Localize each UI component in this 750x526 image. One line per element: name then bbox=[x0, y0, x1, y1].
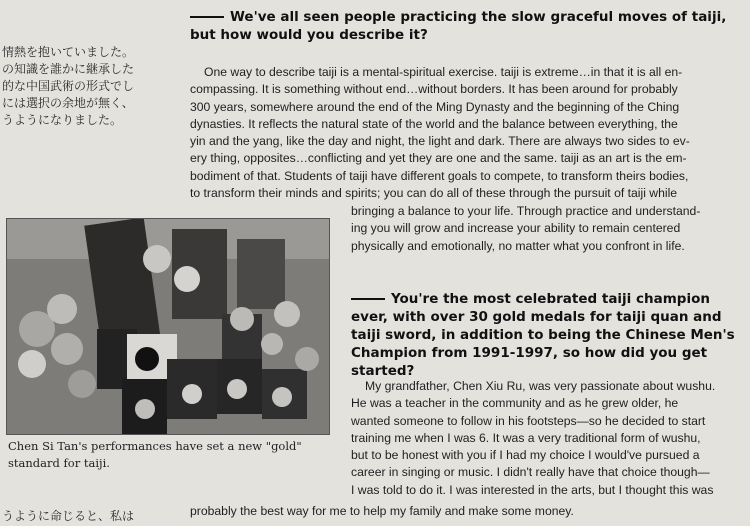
japanese-line: 的な中国武術の形式でし bbox=[2, 79, 135, 93]
japanese-line: うようになりました。 bbox=[2, 113, 123, 127]
medals-illustration bbox=[7, 219, 329, 434]
answer-paragraph-continued bbox=[351, 203, 742, 255]
answer-line: physically and emotionally, no matter what you confront in life. bbox=[351, 238, 685, 253]
answer-line: yin and the yang, like the day and night, the light and dark. There are always two sides to ev- bbox=[190, 134, 690, 149]
question-text: We've all seen people practicing the slow graceful moves of taiji, but how would you describe it? bbox=[190, 9, 727, 43]
answer-line: ing you will grow and increase your ability to remain centered bbox=[351, 221, 681, 236]
answer-line: ery thing, opposites…conflicting and yet they are one and the same. taiji as an art is the em- bbox=[190, 151, 687, 166]
question-text: You're the most celebrated taiji champion ever, with over 30 gold medals for taiji quan and taiji sword, in addition to being the Chinese Men's Champion from 1991-1997, so how did you get started? bbox=[351, 291, 735, 379]
answer-line: but to be honest with you if I had my choice I would've pursued a bbox=[351, 448, 700, 463]
answer-line: My grandfather, Chen Xiu Ru, was very passionate about wushu. bbox=[365, 379, 716, 393]
answer-paragraph bbox=[351, 378, 743, 499]
em-dash-rule bbox=[351, 298, 385, 300]
answer-line: bringing a balance to your life. Through practice and understand- bbox=[351, 204, 701, 218]
question-heading bbox=[190, 8, 745, 44]
japanese-line: 情熱を抱いていました。 bbox=[2, 45, 135, 59]
photo-caption: Chen Si Tan's performances have set a new "gold" standard for taiji. bbox=[8, 439, 302, 470]
answer-line: training me when I was 6. It was a very traditional form of wushu, bbox=[351, 430, 701, 445]
answer-line: I was told to do it. I was interested in the arts, but I thought this was bbox=[351, 482, 714, 497]
answer-line: bodiment of that. Students of taiji have different goals to compete, to transform theirs bodies, bbox=[190, 168, 689, 183]
answer-paragraph bbox=[190, 64, 742, 202]
question-heading bbox=[351, 290, 743, 380]
answer-line: He was a teacher in the community and as he grew older, he bbox=[351, 396, 679, 411]
answer-line: One way to describe taiji is a mental-spiritual exercise. taiji is extreme…in that it is all en- bbox=[204, 65, 683, 79]
medals-photo bbox=[6, 218, 330, 435]
answer-line: probably the best way for me to help my family and make some money. bbox=[190, 504, 574, 518]
answer-paragraph-continued bbox=[190, 503, 742, 520]
answer-line: compassing. It is something without end…without borders. It has been around for probably bbox=[190, 82, 678, 97]
answer-line: to transform their minds and spirits; you can do all of these through the pursuit of taiji while bbox=[190, 186, 678, 201]
japanese-line: には選択の余地が無く、 bbox=[2, 96, 134, 110]
answer-line: wanted someone to follow in his footsteps—so he decided to start bbox=[351, 413, 706, 428]
japanese-line: の知識を誰かに継承した bbox=[2, 62, 135, 76]
em-dash-rule bbox=[190, 16, 224, 18]
answer-line: 300 years, somewhere around the end of the Ming Dynasty and the beginning of the Ching bbox=[190, 99, 680, 114]
answer-line: career in singing or music. I didn't really have that choice though— bbox=[351, 465, 710, 480]
japanese-column-top bbox=[2, 44, 134, 129]
answer-line: dynasties. It reflects the natural state of the world and the balance between everything, the bbox=[190, 116, 678, 131]
japanese-column-bottom: うように命じると、私は bbox=[2, 509, 135, 523]
